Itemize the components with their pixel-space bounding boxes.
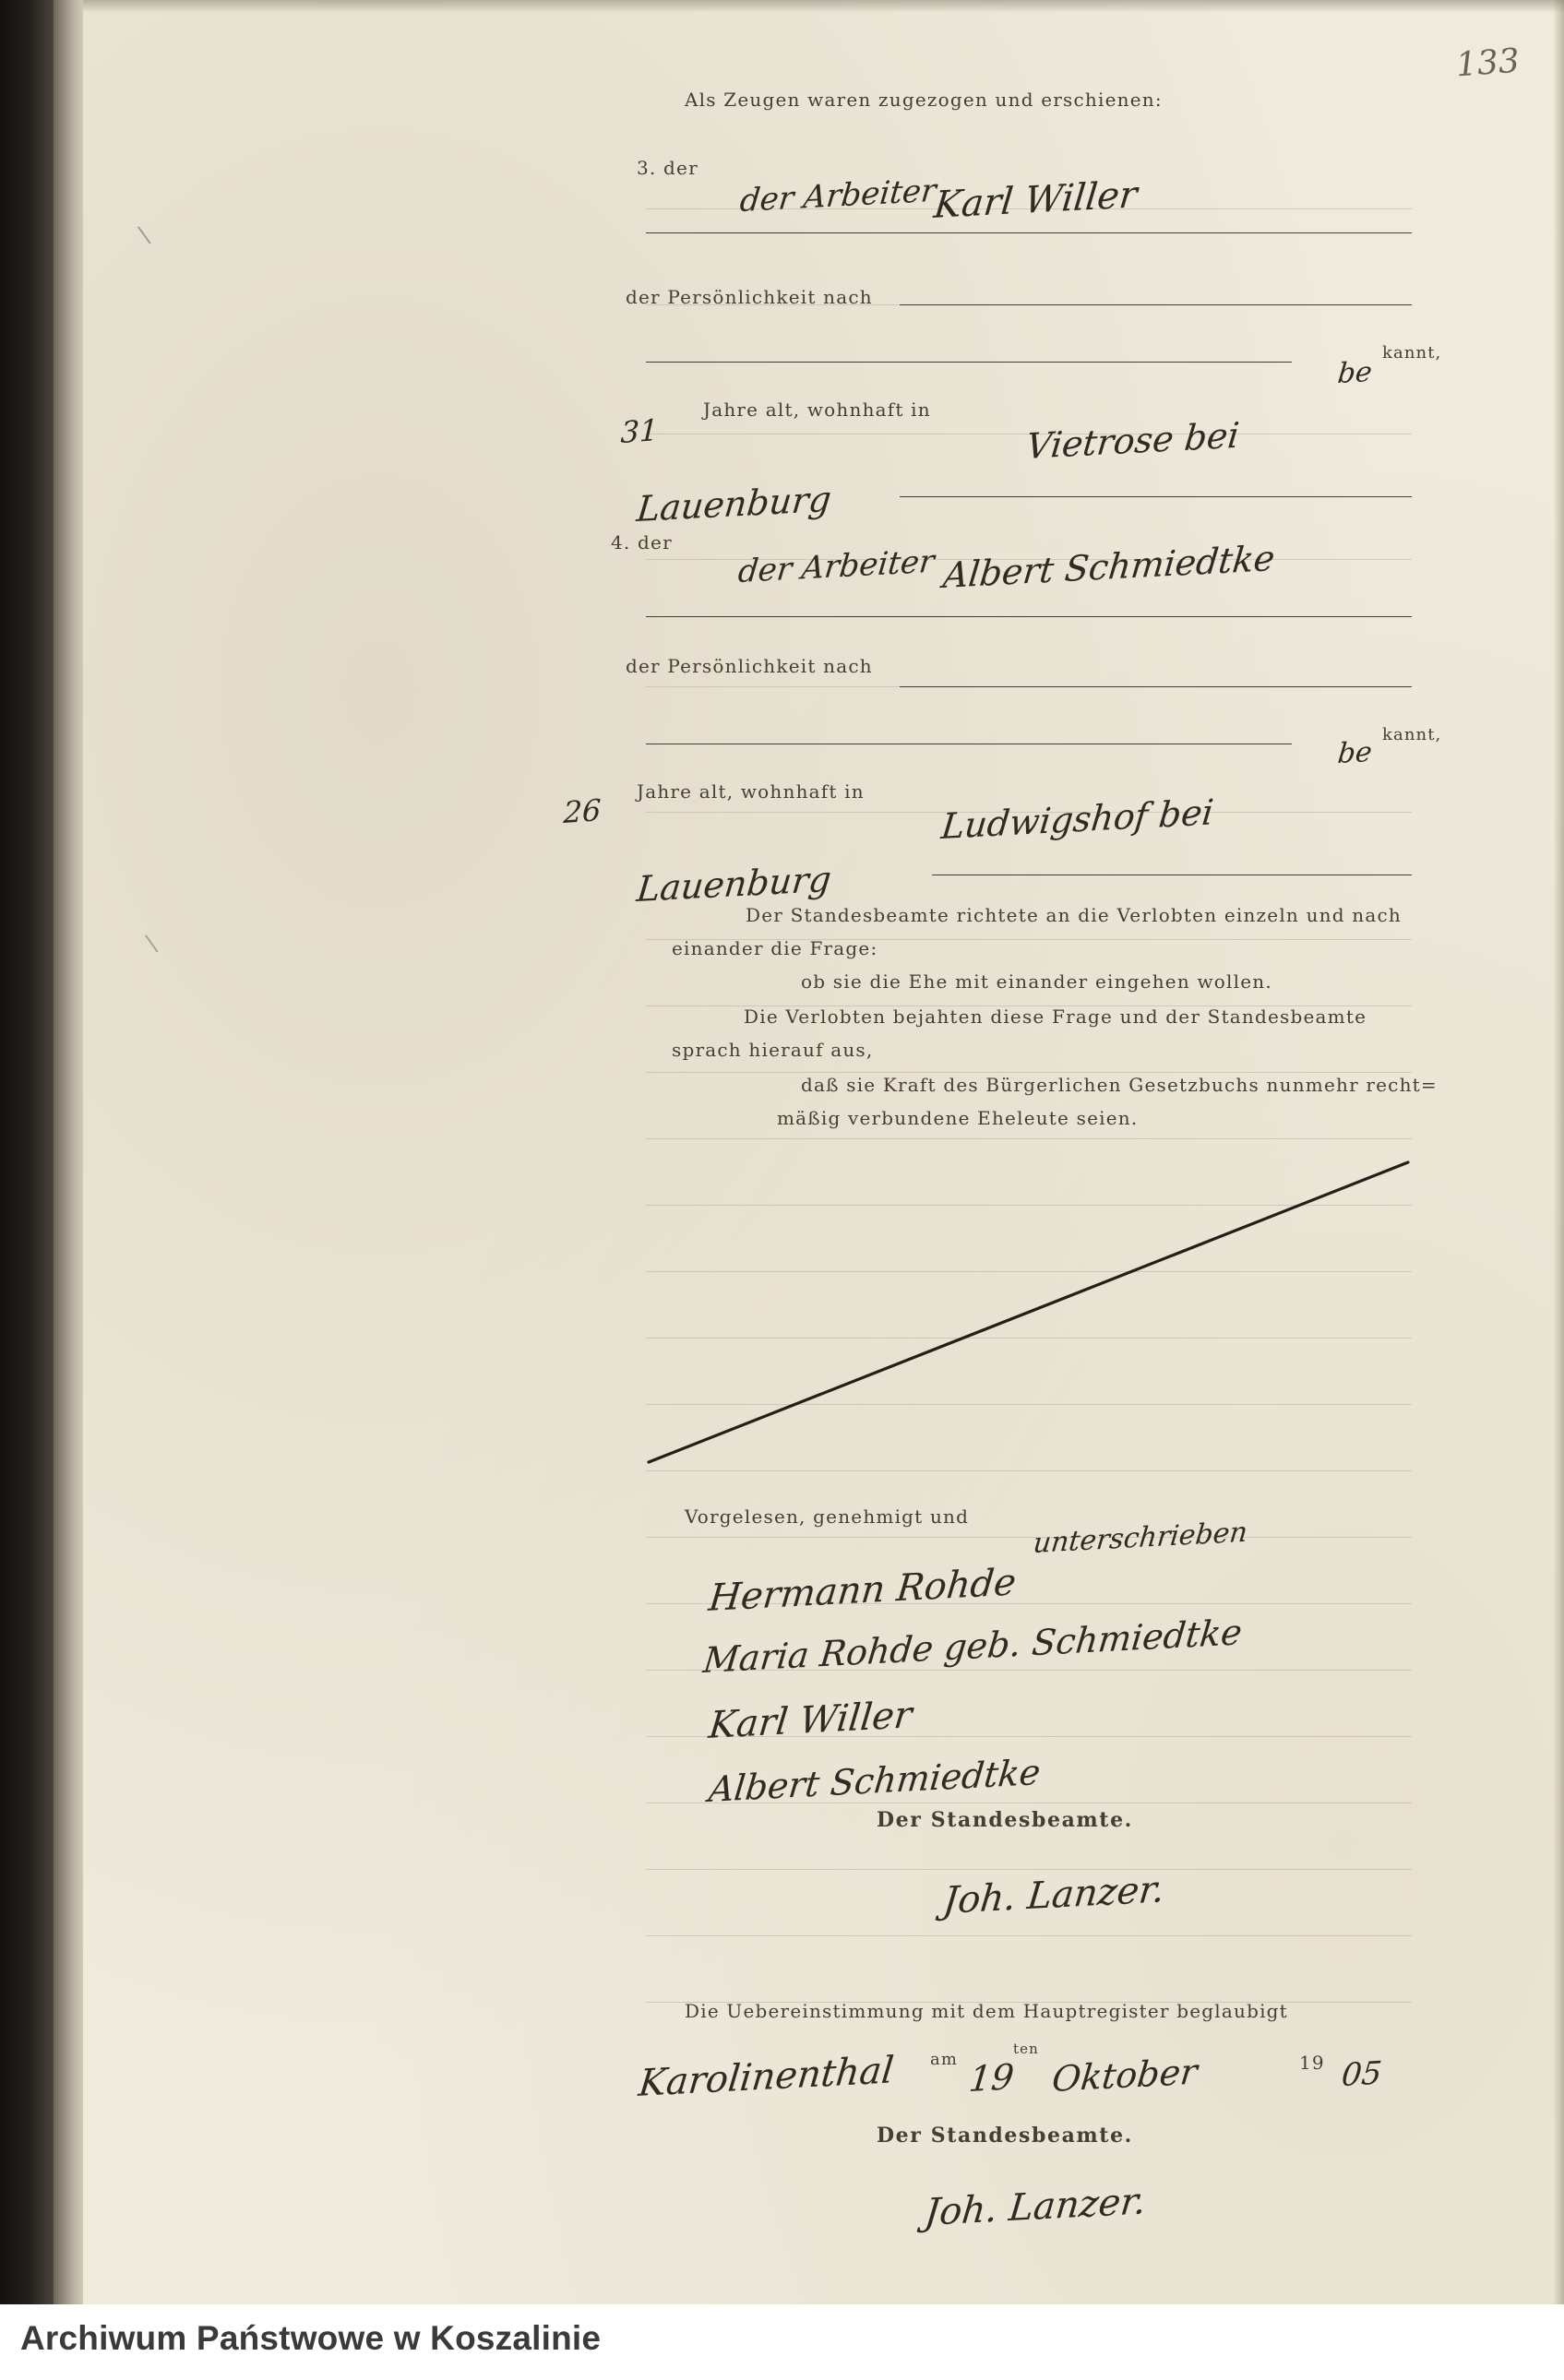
paragraph2-line2: sprach hierauf aus,: [672, 1039, 874, 1061]
registrar-signature-2: Joh. Lanzer.: [923, 2180, 1149, 2234]
witness3-known-hw: be: [1336, 355, 1374, 390]
paragraph2-line3: daß sie Kraft des Bürgerlichen Gesetzbuchs nunmehr recht=: [801, 1074, 1438, 1096]
paragraph1-line3: ob sie die Ehe mit einander eingehen wollen.: [801, 970, 1272, 993]
age-line-3: Jahre alt, wohnhaft in: [703, 399, 931, 421]
signature-witness-3: Karl Willer: [707, 1694, 914, 1747]
witness3-age: 31: [620, 411, 659, 450]
witness-heading: Als Zeugen waren zugezogen und erschienen:: [685, 89, 1163, 111]
certification-month: Oktober: [1050, 2051, 1200, 2100]
ruled-line: [646, 1935, 1412, 1936]
ruled-line: [646, 1338, 1412, 1339]
witness4-occupation: der Arbeiter: [736, 542, 937, 590]
certification-place: Karolinenthal: [637, 2049, 896, 2105]
archive-watermark-text: Archiwum Państwowe w Koszalinie: [20, 2319, 602, 2357]
certification-line: Die Uebereinstimmung mit dem Hauptregister beglaubigt: [685, 2000, 1288, 2022]
ruled-line: [646, 616, 1412, 617]
personality-line-4: der Persönlichkeit nach: [626, 655, 873, 677]
witness3-name: Karl Willer: [932, 173, 1140, 227]
registrar-title-2: Der Standesbeamte.: [877, 2124, 1133, 2148]
ruled-line: [646, 1470, 1412, 1471]
signature-groom: Hermann Rohde: [707, 1561, 1019, 1620]
known-word-3: kannt,: [1382, 343, 1442, 363]
witness4-residence: Ludwigshof bei: [939, 791, 1216, 847]
page-top-edge: [83, 0, 1564, 13]
margin-pencil-mark: \: [136, 220, 153, 250]
register-page: [83, 0, 1564, 2304]
ruled-line: [646, 1869, 1412, 1870]
ruled-line: [646, 1404, 1412, 1405]
paragraph1-line1: Der Standesbeamte richtete an die Verlobten einzeln und nach: [746, 904, 1402, 926]
witness3-prefix: 3. der: [637, 157, 698, 179]
folio-number: 133: [1454, 42, 1522, 85]
personality-line-3: der Persönlichkeit nach: [626, 286, 873, 308]
paragraph2-line1: Die Verlobten bejahten diese Frage und der Standesbeamte: [744, 1006, 1367, 1028]
signature-bride: Maria Rohde geb. Schmiedtke: [701, 1612, 1245, 1681]
witness4-known-hw: be: [1336, 735, 1374, 770]
paragraph2-line4: mäßig verbundene Eheleute seien.: [777, 1107, 1139, 1129]
binding-gutter: [0, 0, 54, 2304]
known-word-4: kannt,: [1382, 725, 1442, 744]
witness4-name: Albert Schmiedtke: [941, 537, 1277, 596]
age-line-4: Jahre alt, wohnhaft in: [637, 780, 865, 803]
ruled-line: [646, 1205, 1412, 1206]
read-approved-line: Vorgelesen, genehmigt und: [685, 1505, 970, 1528]
signature-witness-4: Albert Schmiedtke: [707, 1751, 1043, 1810]
ruled-line: [900, 686, 1412, 687]
witness3-residence-2: Lauenburg: [635, 478, 833, 530]
registrar-signature-1: Joh. Lanzer.: [941, 1868, 1167, 1922]
ruled-line: [646, 362, 1292, 363]
margin-pencil-mark: \: [143, 929, 161, 958]
witness4-prefix: 4. der: [611, 531, 673, 553]
ruled-line: [646, 1271, 1412, 1272]
ruled-line: [646, 1072, 1412, 1073]
ruled-line: [900, 496, 1412, 497]
ruled-line: [646, 1537, 1412, 1538]
witness3-residence: Vietrose bei: [1024, 414, 1242, 467]
ruled-line: [646, 232, 1412, 233]
signed-word-hw: unterschrieben: [1032, 1516, 1249, 1560]
witness4-age: 26: [563, 791, 602, 830]
witness3-occupation: der Arbeiter: [738, 172, 938, 220]
gutter-shadow: [54, 0, 87, 2304]
day-suffix: ten: [1013, 2041, 1039, 2057]
witness4-residence-2: Lauenburg: [635, 858, 833, 910]
year-suffix: 05: [1340, 2054, 1384, 2094]
certification-day: 19: [967, 2056, 1016, 2100]
page-right-edge: [1553, 0, 1564, 2304]
am-word: am: [930, 2050, 958, 2069]
year-prefix: 19: [1299, 2052, 1325, 2074]
ruled-line: [900, 304, 1412, 305]
registrar-title-1: Der Standesbeamte.: [877, 1808, 1133, 1832]
ruled-line: [646, 1138, 1412, 1139]
paragraph1-line2: einander die Frage:: [672, 937, 878, 959]
